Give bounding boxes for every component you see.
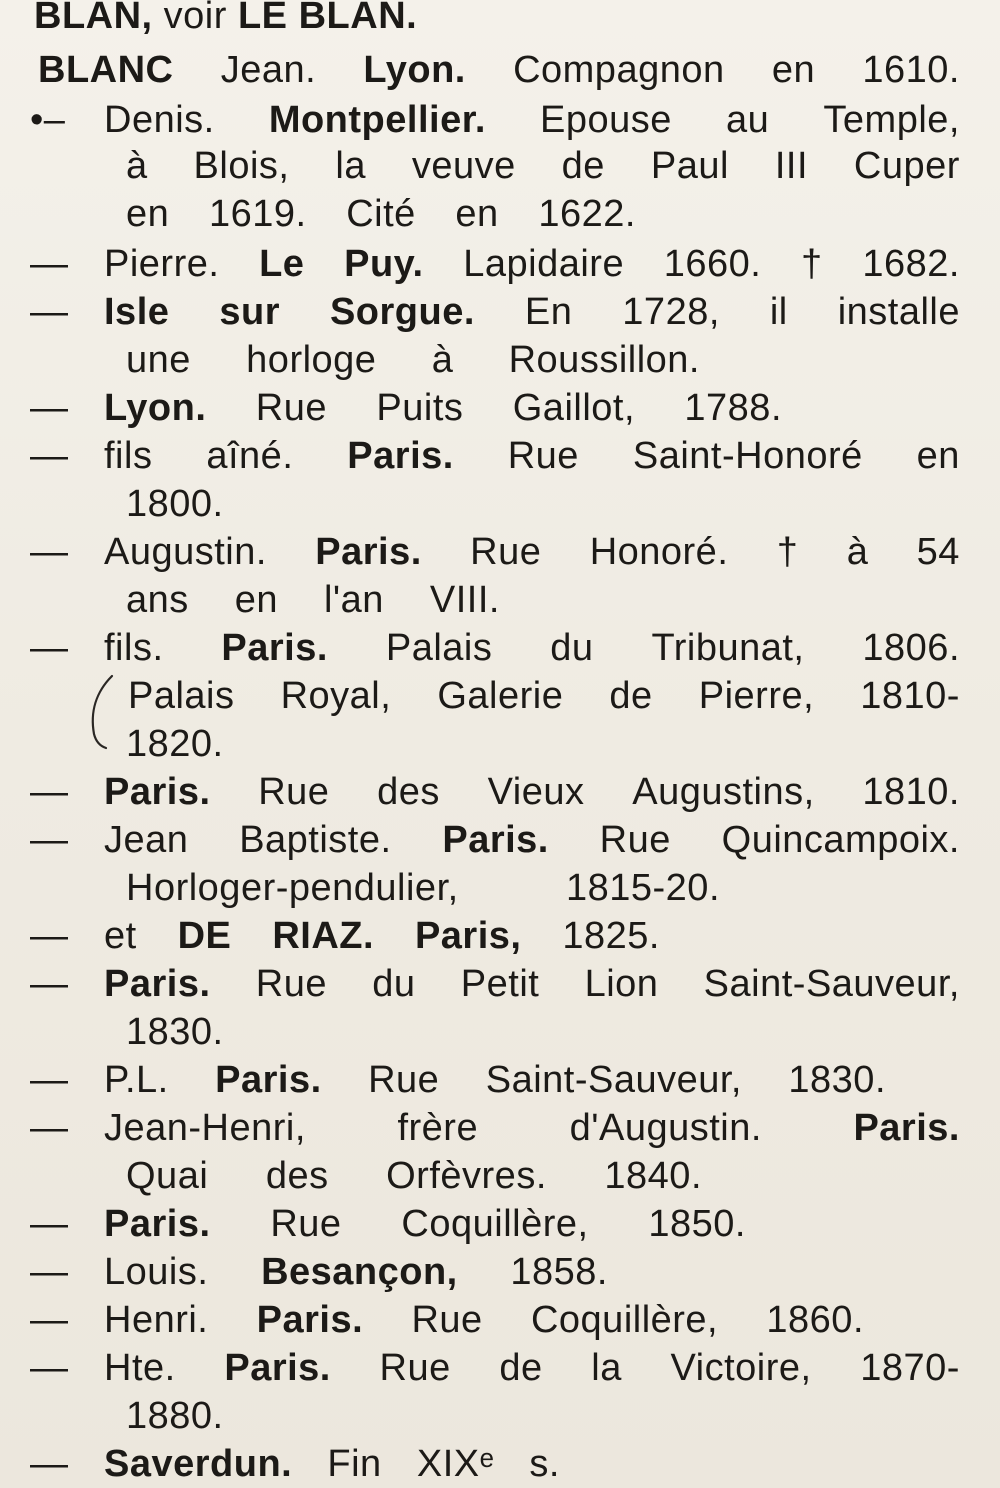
entry-word: 1806. <box>862 627 960 669</box>
entry-word: Henri. <box>104 1299 209 1341</box>
entry-word-bold: Paris, <box>414 915 522 957</box>
entry-word-bold: Paris. <box>104 963 211 1005</box>
entry-word: Saint-Honoré <box>632 435 863 477</box>
entry-word: ans <box>126 579 189 621</box>
entry-word-bold: Paris. <box>256 1299 364 1341</box>
entry-word: 1622. <box>538 193 636 235</box>
entry-word: Coquillère, <box>401 1203 589 1245</box>
entry-word: en <box>771 49 816 91</box>
entry-line <box>0 96 1000 144</box>
entry-text <box>104 1248 608 1296</box>
entry-dash: — <box>30 915 69 957</box>
entry-text <box>104 624 960 672</box>
entry-word: Saint-Sauveur, <box>485 1059 742 1101</box>
entry-word-bold: Besançon, <box>261 1251 458 1293</box>
entry-dash: — <box>30 1059 69 1101</box>
entry-word: la <box>335 145 366 187</box>
entry-word-bold: Isle <box>104 291 170 333</box>
entry-word: Palais <box>128 675 235 717</box>
entry-word: du <box>550 627 594 669</box>
entry-word: Fin <box>327 1443 382 1485</box>
entry-word: horloge <box>246 339 377 381</box>
entry-word: Rue <box>599 819 671 861</box>
entry-dash: — <box>30 387 69 429</box>
entry-text <box>126 864 720 912</box>
entry-word: voir <box>163 0 227 37</box>
entry-word: 1660. <box>663 243 762 285</box>
entry-word: à <box>126 145 148 187</box>
entry-text <box>126 336 700 384</box>
entry-word: Gaillot, <box>512 387 636 429</box>
handwritten-bracket-mark <box>86 672 116 752</box>
entry-word: Cuper <box>853 145 960 187</box>
entry-text <box>126 1392 224 1440</box>
entry-word: 1682. <box>862 243 960 285</box>
entry-text <box>128 672 960 720</box>
entry-word: Rue <box>470 531 542 573</box>
entry-word: Blois, <box>193 145 290 187</box>
entry-word-bold: sur <box>219 291 280 333</box>
entry-text <box>104 1440 560 1488</box>
entry-word-bold: BLAN, <box>34 0 153 37</box>
entry-word: Royal, <box>280 675 392 717</box>
entry-word: une <box>126 339 191 381</box>
entry-word: l'an <box>323 579 384 621</box>
entry-line <box>0 1296 1000 1344</box>
entry-dash: — <box>30 1251 69 1293</box>
entry-word: aîné. <box>206 435 294 477</box>
entry-word: Rue <box>411 1299 483 1341</box>
entry-word-bold: Paris. <box>224 1347 331 1389</box>
entry-line <box>0 864 1000 912</box>
entry-word: Lapidaire <box>463 243 625 285</box>
entry-word: de <box>561 145 605 187</box>
entry-line <box>0 0 1000 40</box>
entry-text <box>104 432 960 480</box>
entry-word: 1830. <box>788 1059 886 1101</box>
entry-dash: •– <box>30 99 66 141</box>
entry-line <box>0 768 1000 816</box>
entry-word-bold: Paris. <box>853 1107 960 1149</box>
entry-word: Rue <box>258 771 330 813</box>
entry-word: Victoire, <box>670 1347 812 1389</box>
entry-text <box>104 1344 960 1392</box>
entry-dash: — <box>30 1203 69 1245</box>
entry-word: fils <box>104 435 153 477</box>
entry-word: 1810. <box>862 771 960 813</box>
entry-line <box>0 190 1000 238</box>
entry-dash: — <box>30 435 69 477</box>
entry-word: † <box>776 531 799 573</box>
entry-word-bold: Paris. <box>442 819 549 861</box>
entry-word: 1820. <box>126 723 224 765</box>
entry-dash: — <box>30 819 69 861</box>
entry-line <box>0 624 1000 672</box>
entry-word: Rue <box>255 387 328 429</box>
entry-line <box>0 336 1000 384</box>
entry-text <box>104 528 960 576</box>
entry-dash: — <box>30 1347 69 1389</box>
entry-word: Paul <box>650 145 729 187</box>
entry-line <box>0 1344 1000 1392</box>
entry-word: en <box>916 435 960 477</box>
entry-word-bold: Lyon. <box>363 49 466 91</box>
entry-line <box>0 384 1000 432</box>
entry-word: la <box>591 1347 622 1389</box>
entry-word-bold: RIAZ. <box>272 915 375 957</box>
entry-line <box>0 432 1000 480</box>
entry-dash: — <box>30 291 69 333</box>
entry-line <box>0 960 1000 1008</box>
entry-word: Orfèvres. <box>386 1155 547 1197</box>
entry-word: Pierre. <box>104 243 220 285</box>
entry-line <box>0 1104 1000 1152</box>
entry-word: 1815-20. <box>565 867 720 909</box>
entry-word: frère <box>397 1107 479 1149</box>
entry-word: P.L. <box>104 1059 169 1101</box>
entry-word: en <box>234 579 279 621</box>
entry-word: Tribunat, <box>651 627 805 669</box>
entry-dash: — <box>30 243 69 285</box>
entry-word: Palais <box>385 627 493 669</box>
entry-word: et <box>104 915 137 957</box>
entry-line <box>0 720 1000 768</box>
entry-line <box>0 816 1000 864</box>
entry-dash: — <box>30 627 69 669</box>
entry-line <box>0 1056 1000 1104</box>
entry-word: Petit <box>460 963 540 1005</box>
entry-word-bold: Paris. <box>104 771 211 813</box>
entry-word: III <box>774 145 809 187</box>
entry-word: Galerie <box>437 675 564 717</box>
entry-line <box>0 480 1000 528</box>
entry-word: Denis. <box>104 99 215 141</box>
entry-word: au <box>726 99 770 141</box>
entry-line <box>0 142 1000 190</box>
entry-word: du <box>372 963 416 1005</box>
entry-word: Jean. <box>220 49 317 91</box>
entry-word-bold: DE <box>177 915 232 957</box>
entry-word: 1810- <box>860 675 960 717</box>
entry-word: VIII. <box>429 579 500 621</box>
entry-text <box>126 1152 702 1200</box>
entry-word: Saint-Sauveur, <box>703 963 960 1005</box>
entry-word: à <box>431 339 454 381</box>
entry-word: Augustins, <box>632 771 815 813</box>
entry-line <box>0 1008 1000 1056</box>
entry-word: XIXᵉ <box>416 1443 495 1485</box>
entry-word: en <box>455 193 499 235</box>
entry-line <box>0 1440 1000 1488</box>
entry-line <box>0 1248 1000 1296</box>
entry-line <box>0 912 1000 960</box>
entry-text <box>104 960 960 1008</box>
entry-word: à <box>846 531 869 573</box>
entry-word: Cité <box>346 193 416 235</box>
entry-word: Vieux <box>487 771 585 813</box>
entry-word: Epouse <box>540 99 672 141</box>
entry-word: s. <box>529 1443 560 1485</box>
entry-word: Temple, <box>823 99 960 141</box>
entry-word-bold: Puy. <box>344 243 424 285</box>
entry-word: Rue <box>255 963 327 1005</box>
entry-word-bold: Lyon. <box>104 387 207 429</box>
entry-text <box>104 1296 864 1344</box>
entry-word-bold: BLANC <box>38 49 174 91</box>
entry-line <box>0 1392 1000 1440</box>
entry-word: veuve <box>411 145 516 187</box>
entry-word: 1860. <box>766 1299 864 1341</box>
entry-word: 1870- <box>860 1347 960 1389</box>
entry-word: 1840. <box>604 1155 702 1197</box>
entry-text <box>34 0 417 40</box>
entry-line <box>0 1200 1000 1248</box>
entry-word: de <box>609 675 653 717</box>
entry-text <box>104 1104 960 1152</box>
entry-word: Baptiste. <box>239 819 392 861</box>
entry-word: 1788. <box>684 387 782 429</box>
entry-word: Rue <box>368 1059 440 1101</box>
entry-word: Louis. <box>104 1251 209 1293</box>
entry-word: 1800. <box>126 483 224 525</box>
entry-word: Pierre, <box>698 675 815 717</box>
entry-word: 1610. <box>862 49 960 91</box>
entry-text <box>104 816 960 864</box>
entry-text <box>104 96 960 144</box>
entry-word: Compagnon <box>513 49 725 91</box>
entry-word: des <box>377 771 440 813</box>
entry-word-bold: Paris. <box>347 435 454 477</box>
entry-text <box>104 768 960 816</box>
entry-word: † <box>801 243 823 285</box>
entry-word: Lion <box>584 963 659 1005</box>
entry-line <box>0 576 1000 624</box>
entry-word: Augustin. <box>104 531 267 573</box>
entry-word: 1880. <box>126 1395 224 1437</box>
entry-word: Hte. <box>104 1347 176 1389</box>
entry-line <box>0 672 1000 720</box>
entry-text <box>126 1008 224 1056</box>
entry-word: Coquillère, <box>530 1299 719 1341</box>
entry-line <box>0 1152 1000 1200</box>
entry-word: Roussillon. <box>508 339 700 381</box>
entry-word: de <box>499 1347 543 1389</box>
entry-word: d'Augustin. <box>569 1107 762 1149</box>
entry-dash: — <box>30 531 69 573</box>
entry-line <box>0 288 1000 336</box>
entry-word-bold: Saverdun. <box>104 1443 293 1485</box>
entry-word: Rue <box>270 1203 342 1245</box>
entry-word: 1858. <box>510 1251 608 1293</box>
entry-word: installe <box>837 291 960 333</box>
entry-word: Rue <box>379 1347 451 1389</box>
entry-word-bold: Le <box>259 243 305 285</box>
entry-text <box>126 142 960 190</box>
entry-word: en <box>126 193 170 235</box>
entry-word: En <box>524 291 573 333</box>
entry-word-bold: Paris. <box>215 1059 322 1101</box>
entry-word-bold: Sorgue. <box>329 291 475 333</box>
entry-dash: — <box>30 1443 69 1485</box>
entry-line <box>0 240 1000 288</box>
entry-word: 1825. <box>562 915 660 957</box>
entry-line <box>0 528 1000 576</box>
entry-text <box>104 288 960 336</box>
entry-text <box>126 720 224 768</box>
entry-word: il <box>769 291 788 333</box>
entry-text <box>104 1056 886 1104</box>
entry-word: Jean-Henri, <box>104 1107 306 1149</box>
entry-text <box>104 240 960 288</box>
entry-word-bold: Paris. <box>221 627 328 669</box>
entry-word-bold: LE <box>237 0 288 37</box>
entry-text <box>126 190 636 238</box>
entry-word: 1728, <box>622 291 720 333</box>
entry-word-bold: BLAN. <box>298 0 418 37</box>
entry-word: 1830. <box>126 1011 224 1053</box>
entry-word: 1850. <box>648 1203 746 1245</box>
entry-word: Quincampoix. <box>721 819 960 861</box>
entry-word-bold: Paris. <box>315 531 422 573</box>
entry-text <box>104 384 782 432</box>
entry-text <box>126 576 500 624</box>
entry-text <box>104 912 660 960</box>
entry-dash: — <box>30 963 69 1005</box>
entry-word: des <box>265 1155 329 1197</box>
entry-dash: — <box>30 1107 69 1149</box>
entry-word: Honoré. <box>589 531 729 573</box>
entry-dash: — <box>30 1299 69 1341</box>
entry-dash: — <box>30 771 69 813</box>
entry-word: Horloger-pendulier, <box>126 867 459 909</box>
entry-text <box>38 46 960 94</box>
entry-word: Quai <box>126 1155 209 1197</box>
entry-word: fils. <box>104 627 164 669</box>
entry-word-bold: Paris. <box>104 1203 211 1245</box>
entry-line <box>0 46 1000 94</box>
entry-word: Rue <box>507 435 579 477</box>
entry-word: Puits <box>376 387 464 429</box>
entry-word: 54 <box>916 531 960 573</box>
entry-word-bold: Montpellier. <box>268 99 486 141</box>
entry-text <box>104 1200 746 1248</box>
entry-text <box>126 480 224 528</box>
entry-word: Jean <box>104 819 189 861</box>
entry-word: 1619. <box>208 193 307 235</box>
